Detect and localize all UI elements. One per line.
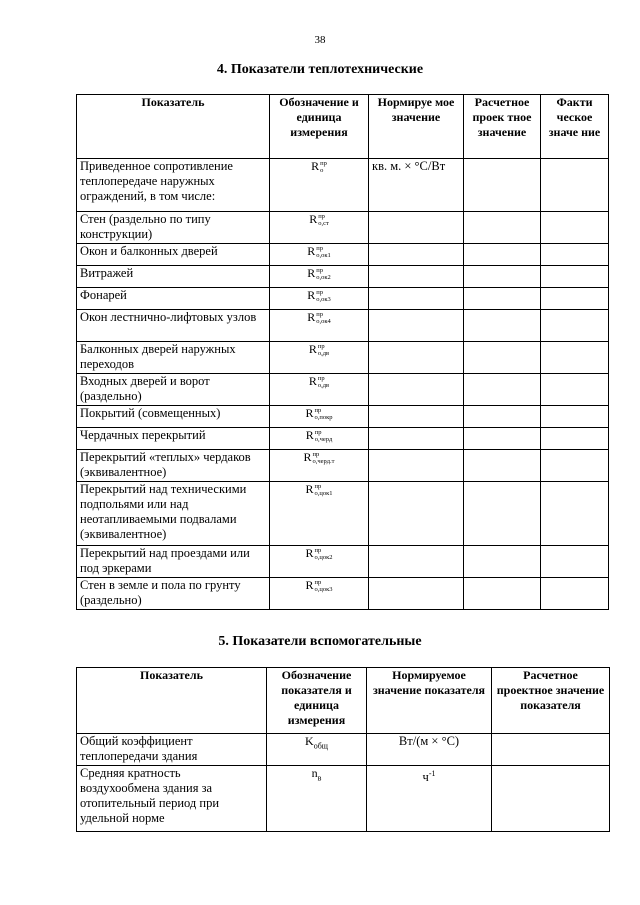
normative-cell — [369, 428, 464, 450]
symbol — [305, 406, 332, 420]
header-normative: Нормируе мое значение — [369, 95, 464, 159]
table-row — [77, 159, 609, 212]
indicator-cell: Окон лестнично-лифтовых узлов — [77, 310, 270, 342]
indicator-cell: Фонарей — [77, 288, 270, 310]
normative-cell — [369, 374, 464, 406]
table-row — [77, 266, 609, 288]
normative-cell — [369, 244, 464, 266]
symbol-superscript: пр — [318, 213, 325, 221]
symbol-superscript: пр — [320, 160, 327, 168]
indicator-cell: Входных дверей и ворот (раздельно) — [77, 374, 270, 406]
indicator-cell: Окон и балконных дверей — [77, 244, 270, 266]
designation-cell — [270, 159, 369, 212]
symbol-subscript: о,цок3 — [314, 586, 333, 594]
symbol-subscript: о,цок2 — [314, 554, 333, 562]
symbol — [311, 159, 327, 173]
design-cell — [464, 244, 541, 266]
normative-value: ч — [422, 770, 429, 785]
design-cell — [464, 266, 541, 288]
symbol-letter: R — [305, 482, 314, 496]
design-cell — [464, 482, 541, 546]
normative-cell — [369, 310, 464, 342]
symbol-subscript: о,черд — [314, 436, 333, 444]
symbol-subscript: в — [317, 773, 322, 783]
actual-cell — [541, 310, 609, 342]
table-row — [77, 310, 609, 342]
designation-cell — [270, 212, 369, 244]
symbol-letter: R — [308, 374, 317, 388]
table-row — [77, 374, 609, 406]
designation-cell — [270, 310, 369, 342]
section-4-title: 4. Показатели теплотехнические — [216, 62, 424, 77]
design-cell — [464, 406, 541, 428]
header-design: Расчетное проек тное значение — [464, 95, 541, 159]
designation-cell — [270, 244, 369, 266]
symbol-subscript: о,ок1 — [316, 252, 331, 260]
normative-cell — [369, 578, 464, 610]
symbol — [309, 342, 329, 356]
symbol — [311, 766, 322, 783]
normative-cell — [369, 406, 464, 428]
design-cell — [464, 450, 541, 482]
design-cell — [464, 578, 541, 610]
symbol-subscript: о,покр — [314, 414, 333, 422]
symbol-superscript: пр — [316, 289, 323, 297]
actual-cell — [541, 406, 609, 428]
header-indicator: Показатель — [77, 95, 270, 159]
symbol-subscript: о — [320, 167, 324, 175]
normative-cell — [369, 546, 464, 578]
indicator-cell: Общий коэффициент теплопередачи здания — [77, 734, 267, 766]
designation-cell — [270, 546, 369, 578]
symbol — [307, 310, 331, 324]
indicator-cell: Балконных дверей наружных переходов — [77, 342, 270, 374]
symbol-letter: n — [311, 766, 318, 780]
design-cell — [492, 766, 610, 832]
indicator-cell: Приведенное сопротивление теплопередаче наружных ограждений, в том числе: — [77, 159, 270, 212]
actual-cell — [541, 266, 609, 288]
symbol — [305, 734, 328, 751]
actual-cell — [541, 288, 609, 310]
actual-cell — [541, 546, 609, 578]
symbol-subscript: о,дв — [317, 350, 330, 358]
indicator-cell: Перекрытий над техническими подпольями или над неотапливаемыми подвалами (эквивалентное) — [77, 482, 270, 546]
normative-cell — [367, 734, 492, 766]
designation-cell — [270, 428, 369, 450]
table-row — [77, 578, 609, 610]
symbol-superscript: пр — [314, 483, 322, 491]
header-actual: Факти ческое значе ние — [541, 95, 609, 159]
designation-cell — [270, 578, 369, 610]
design-cell — [464, 288, 541, 310]
symbol-subscript: о,ст — [318, 220, 329, 228]
normative-cell — [369, 288, 464, 310]
symbol-letter: R — [307, 266, 316, 280]
symbol — [307, 244, 331, 258]
symbol-letter: R — [311, 159, 320, 173]
normative-cell — [369, 482, 464, 546]
page-number: 38 — [314, 34, 326, 46]
header-normative: Нормируемое значение показателя — [367, 668, 492, 734]
normative-cell: кв. м. × °С/Вт — [369, 159, 464, 212]
table-row — [77, 766, 610, 832]
symbol-letter: R — [305, 546, 314, 560]
design-cell — [464, 159, 541, 212]
header-indicator: Показатель — [77, 668, 267, 734]
symbol-subscript: о,ок3 — [316, 296, 331, 304]
indicator-cell: Перекрытий над проездами или под эркерами — [77, 546, 270, 578]
symbol-superscript: пр — [316, 311, 323, 319]
symbol-letter: R — [309, 212, 318, 226]
symbol-subscript: о,ок2 — [316, 274, 331, 282]
symbol — [304, 450, 335, 464]
table-row — [77, 342, 609, 374]
symbol-superscript: пр — [317, 375, 325, 383]
designation-cell — [270, 406, 369, 428]
header-designation: Обозначение показателя и единица измерения — [267, 668, 367, 734]
design-cell — [464, 212, 541, 244]
table-header-row — [77, 95, 609, 159]
symbol — [305, 482, 332, 496]
design-cell — [464, 310, 541, 342]
thermal-table — [76, 94, 609, 610]
design-cell — [464, 342, 541, 374]
table-row — [77, 450, 609, 482]
table-row — [77, 734, 610, 766]
actual-cell — [541, 244, 609, 266]
symbol — [305, 578, 332, 592]
actual-cell — [541, 578, 609, 610]
symbol-letter: K — [305, 734, 314, 748]
actual-cell — [541, 342, 609, 374]
symbol-letter: R — [308, 342, 317, 356]
symbol-superscript: пр — [316, 245, 323, 253]
actual-cell — [541, 374, 609, 406]
symbol — [309, 374, 329, 388]
design-cell — [464, 428, 541, 450]
symbol-subscript: о,цок1 — [314, 490, 333, 498]
indicator-cell: Средняя кратность воздухообмена здания за отопительный период при удельной норме — [77, 766, 267, 832]
indicator-cell: Перекрытий «теплых» чердаков (эквивалентное) — [77, 450, 270, 482]
symbol-letter: R — [307, 288, 316, 302]
actual-cell — [541, 482, 609, 546]
symbol-subscript: о,черд.т — [312, 458, 335, 466]
actual-cell — [541, 450, 609, 482]
table-header-row — [77, 668, 610, 734]
normative-cell — [369, 212, 464, 244]
symbol-subscript: о,дв — [317, 382, 330, 390]
table-row — [77, 482, 609, 546]
header-designation: Обозначение и единица измерения — [270, 95, 369, 159]
symbol-letter: R — [307, 244, 316, 258]
table-row — [77, 244, 609, 266]
symbol-letter: R — [305, 428, 314, 442]
symbol-superscript: пр — [316, 267, 323, 275]
table-row — [77, 546, 609, 578]
symbol-letter: R — [307, 310, 316, 324]
symbol-letter: R — [305, 578, 314, 592]
section-5-title: 5. Показатели вспомогательные — [218, 634, 422, 649]
symbol — [309, 212, 329, 226]
indicator-cell: Стен (раздельно по типу конструкции) — [77, 212, 270, 244]
normative-cell — [369, 450, 464, 482]
indicator-cell: Стен в земле и пола по грунту (раздельно) — [77, 578, 270, 610]
symbol — [306, 428, 333, 442]
symbol-superscript: пр — [312, 451, 320, 459]
actual-cell — [541, 159, 609, 212]
designation-cell — [270, 482, 369, 546]
designation-cell — [267, 766, 367, 832]
table-row — [77, 212, 609, 244]
indicator-cell: Покрытий (совмещенных) — [77, 406, 270, 428]
actual-cell — [541, 212, 609, 244]
symbol-letter: R — [305, 406, 314, 420]
table-row — [77, 428, 609, 450]
design-cell — [464, 374, 541, 406]
designation-cell — [270, 450, 369, 482]
normative-cell — [367, 766, 492, 832]
symbol-subscript: о,ок4 — [316, 318, 331, 326]
symbol-letter: R — [303, 450, 312, 464]
designation-cell — [267, 734, 367, 766]
symbol-superscript: пр — [314, 579, 322, 587]
designation-cell — [270, 288, 369, 310]
header-design: Расчетное проектное значение показателя — [492, 668, 610, 734]
symbol-superscript: пр — [314, 407, 322, 415]
actual-cell — [541, 428, 609, 450]
table-row — [77, 288, 609, 310]
indicator-cell: Витражей — [77, 266, 270, 288]
symbol-superscript: пр — [314, 547, 322, 555]
design-cell — [464, 546, 541, 578]
symbol — [307, 288, 331, 302]
symbol-subscript: общ — [313, 741, 328, 751]
symbol-superscript: пр — [314, 429, 322, 437]
symbol — [307, 266, 331, 280]
indicator-cell: Чердачных перекрытий — [77, 428, 270, 450]
designation-cell — [270, 374, 369, 406]
normative-cell — [369, 342, 464, 374]
symbol — [305, 546, 332, 560]
auxiliary-table — [76, 667, 610, 832]
normative-cell — [369, 266, 464, 288]
designation-cell — [270, 266, 369, 288]
normative-value: Вт/(м × °С) — [398, 734, 460, 748]
designation-cell — [270, 342, 369, 374]
normative-superscript: -1 — [428, 769, 436, 778]
symbol-superscript: пр — [317, 343, 325, 351]
design-cell — [492, 734, 610, 766]
table-row — [77, 406, 609, 428]
